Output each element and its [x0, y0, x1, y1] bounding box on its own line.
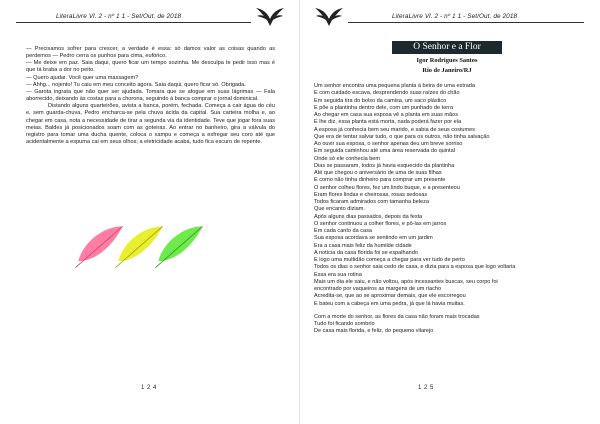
winged-emblem-icon — [255, 6, 285, 28]
poem-line: Todos os dias o senhor saia cedo de casa, e dizia para a esposa que logo voltaria — [314, 264, 516, 271]
poem-line: Todos ficaram admirados com tamanha beleza — [314, 199, 430, 205]
poem-line: Após alguns dias passados, depois da festa — [314, 213, 423, 220]
poem-line: Um senhor encontra uma pequena planta à beira de uma estrada — [314, 83, 475, 89]
poem-line: Acredita-se, que ao se aproximar demais, que ele escorregou — [314, 293, 466, 300]
poem-line: Tudo foi ficando sombrio — [314, 321, 375, 327]
poem-line: A notícia da casa florida foi se espalhando — [314, 249, 418, 256]
header-rule — [16, 22, 251, 23]
page-number: 1 2 4 — [141, 385, 157, 391]
poem-line: Essa era sua rotina — [314, 271, 362, 278]
poem-line: E lhe diz, essa planta está morta, nada poderá fazer por ela — [314, 119, 462, 126]
poem-line: Mais um dia ele saiu, e não voltou, após incessantes buscas, seu corpo foi — [314, 278, 498, 285]
feather-icon — [64, 212, 214, 282]
poem-line: A esposa já conhecia bem seu marido, e sabia de seus costumes — [314, 126, 475, 133]
poem-line: E como não tinha dinheiro para comprar um presente — [314, 177, 446, 184]
poem-line: Ao ouvir sua esposa, o senhor apenas deu um breve sorriso — [314, 141, 463, 147]
right-page — [300, 0, 600, 424]
winged-emblem-icon — [314, 6, 344, 28]
story-text — [26, 46, 275, 146]
poem-line: Sua esposa acordava se sentindo em um jardim — [314, 235, 433, 242]
poem-line: Em seguida caminhou até uma área reservada do quintal — [314, 148, 455, 155]
right-page-header — [314, 6, 586, 28]
poem-line: Até que chegou o aniversário de uma de suas filhas — [314, 170, 442, 176]
poem-line: Que era de tentar salvar tudo, o que para os outros, não tinha salvação — [314, 133, 490, 140]
poem-line: Com a morte do senhor, as flores da casa não foram mais trocadas — [314, 313, 480, 320]
poem-line: Eram flores lindas e cheirosas, rosas sedosas — [314, 191, 428, 198]
poem-line: E põe a plantinha dentro dele, com um punhado de terra — [314, 104, 454, 111]
poem-line: Que encanto diziam. — [314, 206, 365, 213]
poem-line: E bateu com a cabeça em uma pedra, já que lá havia muitas. — [314, 300, 465, 307]
story-paragraph: — Quero ajudar. Você quer uma massagem? — [26, 74, 139, 81]
story-paragraph: — Me deixe em paz. Saia daqui, quero ficar um tempo sozinha. Me desculpa te pedir isso mas é que tá braba a dor no peito. — [26, 60, 275, 74]
poem-title: O Senhor e a Flor — [392, 41, 502, 54]
poem-line: encontrado por vaqueiros as margens de um riacho — [314, 286, 442, 292]
poem-body — [314, 83, 596, 336]
poem-line: Em cada canto da casa — [314, 228, 372, 234]
story-paragraph: — Garota ingrata que não quer ser ajudada. Tomara que se afogue em suas lágrimas — Fala aborrecido, deixando às costas para a chorona, seguindo à banca comprar o jornal dominical. — [26, 88, 275, 103]
left-page-header — [14, 6, 285, 28]
header-text: LiteraLivre Vl. 2 - nº 1 1 - Set/Out. de 2018 — [56, 13, 182, 20]
page-number: 1 2 5 — [418, 385, 434, 391]
story-paragraph: — Ahhg... nojento! Tu caiu em meu conceito agora. Saia daqui, quero ficar só. Obrigada. — [26, 81, 246, 88]
story-paragraph: — Precisamos sofrer para crescer, a verdade é essa: só damos valor as coisas quando as perdemos — Pedro cerra os punhos para cima, eufórico. — [26, 46, 275, 60]
poem-line: O senhor continuou a colher flores, e pô-las em jarros — [314, 220, 447, 227]
poem-line: Em seguida tira do bolso da camisa, um saco plástico — [314, 97, 447, 104]
story-paragraph: Distando alguns quarteirões, avista a banca, porém, fechada. Começa a cair água do céu e, sem guarda-chuva, Pedro encharca-se pela chuva ácida da capital. Sua carteira molha e, ao chegar em casa, nota a necessidade de tirar a segunda via da identidade. Teve que jogar fora suas meias. Baldes já posicionados soam com as goteiras. Ao entrar no banheiro, gira a válvula do registro para tomar uma ducha quente, coloca o xampu e começa a esfregar seu coro até que acidentalmente a espuma cai em seus olhos; a eletricidade acaba, tudo fica escuro de repente. — [26, 103, 275, 146]
author-name: Igor Rodrigues Santos — [416, 57, 478, 64]
poem-line: Onde só ele conhecia bem — [314, 155, 380, 162]
poem-line: O senhor colheu flores, fez um lindo buque, e a presenteou — [314, 184, 460, 191]
header-text: LiteraLivre Vl. 2 - nº 1 1 - Set/Out. de 2018 — [392, 13, 518, 20]
poem-line: De casa mais florida, e feliz, do pequeno vilarejo — [314, 328, 434, 335]
poem-line: Dias se passaram, todos já havia esquecido da plantinha — [314, 162, 455, 169]
poem-line: Ao chegar em casa sua esposa vê a planta em suas mãos — [314, 112, 458, 118]
header-rule — [348, 22, 584, 23]
author-place: Rio de Janeiro/RJ — [422, 67, 472, 74]
poem-line: E com cuidado escava, desprendendo suas raízes do chão — [314, 90, 460, 97]
poem-line: Era a casa mais feliz da humilde cidade — [314, 242, 412, 249]
poem-line: E logo uma multidão começa a chegar para ver tudo de perto — [314, 257, 465, 263]
